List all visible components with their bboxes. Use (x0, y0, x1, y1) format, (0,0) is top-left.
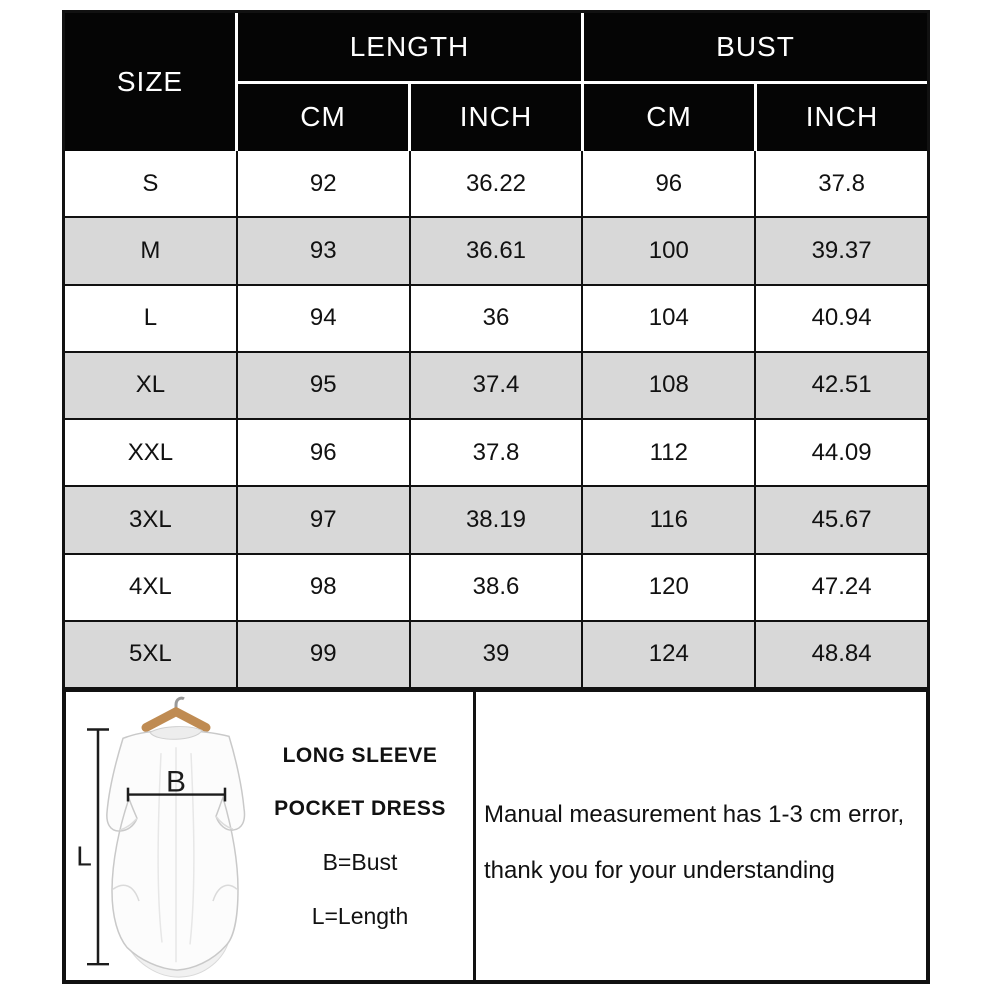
length-inch-cell: 38.6 (411, 555, 582, 620)
header-bust-inch-cell (757, 84, 927, 152)
bust-inch-cell: 48.84 (756, 622, 927, 687)
length-inch-cell: 39 (411, 622, 582, 687)
header-length-label: LENGTH (349, 30, 470, 62)
product-diagram-cell (66, 692, 476, 980)
header-bust-label: BUST (716, 30, 795, 62)
bust-inch-cell: 39.37 (756, 218, 927, 283)
length-inch-cell: 37.8 (411, 420, 582, 485)
header-length-cm-label: CM (300, 101, 346, 133)
size-cell: XXL (65, 420, 236, 485)
length-cm-cell: 98 (238, 555, 409, 620)
size-cell: 3XL (65, 487, 236, 552)
bust-cm-cell: 112 (583, 420, 754, 485)
bust-inch-cell: 40.94 (756, 286, 927, 351)
bust-cm-cell: 120 (583, 555, 754, 620)
table-body (65, 151, 927, 687)
length-inch-cell: 38.19 (411, 487, 582, 552)
size-cell: S (65, 151, 236, 216)
length-cm-cell: 99 (238, 622, 409, 687)
length-measure-label: L (76, 840, 92, 872)
length-inch-cell: 36.61 (411, 218, 582, 283)
bust-cm-cell: 108 (583, 353, 754, 418)
size-cell: 5XL (65, 622, 236, 687)
hanger-icon (146, 712, 206, 728)
bust-inch-cell: 42.51 (756, 353, 927, 418)
table-row (65, 420, 927, 485)
length-cm-cell: 95 (238, 353, 409, 418)
bust-cm-cell: 124 (583, 622, 754, 687)
product-name-line1: LONG SLEEVE (282, 743, 438, 767)
bust-cm-cell: 100 (583, 218, 754, 283)
bust-inch-cell: 44.09 (756, 420, 927, 485)
size-cell: M (65, 218, 236, 283)
header-bust-cell (584, 13, 927, 81)
header-length-inch-label: INCH (459, 101, 533, 133)
length-cm-cell: 92 (238, 151, 409, 216)
note-line1: Manual measurement has 1-3 cm error, (484, 801, 905, 828)
length-inch-cell: 36.22 (411, 151, 582, 216)
table-row (65, 353, 927, 418)
measurement-note-cell (476, 692, 926, 980)
bust-cm-cell: 104 (583, 286, 754, 351)
size-cell: L (65, 286, 236, 351)
length-cm-cell: 96 (238, 420, 409, 485)
header-bust-cm-cell (584, 84, 754, 152)
length-cm-cell: 97 (238, 487, 409, 552)
size-cell: XL (65, 353, 236, 418)
header-size-cell (65, 13, 235, 151)
table-row (65, 151, 927, 216)
length-inch-cell: 36 (411, 286, 582, 351)
table-row (65, 218, 927, 283)
bust-inch-cell: 45.67 (756, 487, 927, 552)
header-length-inch-cell (411, 84, 581, 152)
legend-length: L=Length (311, 902, 409, 929)
length-cm-cell: 93 (238, 218, 409, 283)
table-header (65, 13, 927, 151)
bust-measure-label: B (165, 765, 187, 799)
header-length-cell (238, 13, 581, 81)
header-length-cm-cell (238, 84, 408, 152)
header-bust-cm-label: CM (646, 101, 692, 133)
table-row (65, 286, 927, 351)
bust-inch-cell: 37.8 (756, 151, 927, 216)
header-size-label: SIZE (116, 66, 184, 97)
size-cell: 4XL (65, 555, 236, 620)
note-line2: thank you for your understanding (484, 857, 835, 884)
length-cm-cell: 94 (238, 286, 409, 351)
length-inch-cell: 37.4 (411, 353, 582, 418)
product-description (254, 692, 466, 980)
product-name-line2: POCKET DRESS (274, 796, 446, 820)
header-bust-inch-label: INCH (805, 101, 879, 133)
dress-illustration (66, 692, 266, 978)
bust-cm-cell: 116 (583, 487, 754, 552)
bust-inch-cell: 47.24 (756, 555, 927, 620)
info-panel (62, 688, 930, 984)
table-row (65, 622, 927, 687)
table-row (65, 487, 927, 552)
legend-bust: B=Bust (322, 848, 398, 875)
size-chart-table (62, 10, 930, 690)
bust-cm-cell: 96 (583, 151, 754, 216)
table-row (65, 555, 927, 620)
